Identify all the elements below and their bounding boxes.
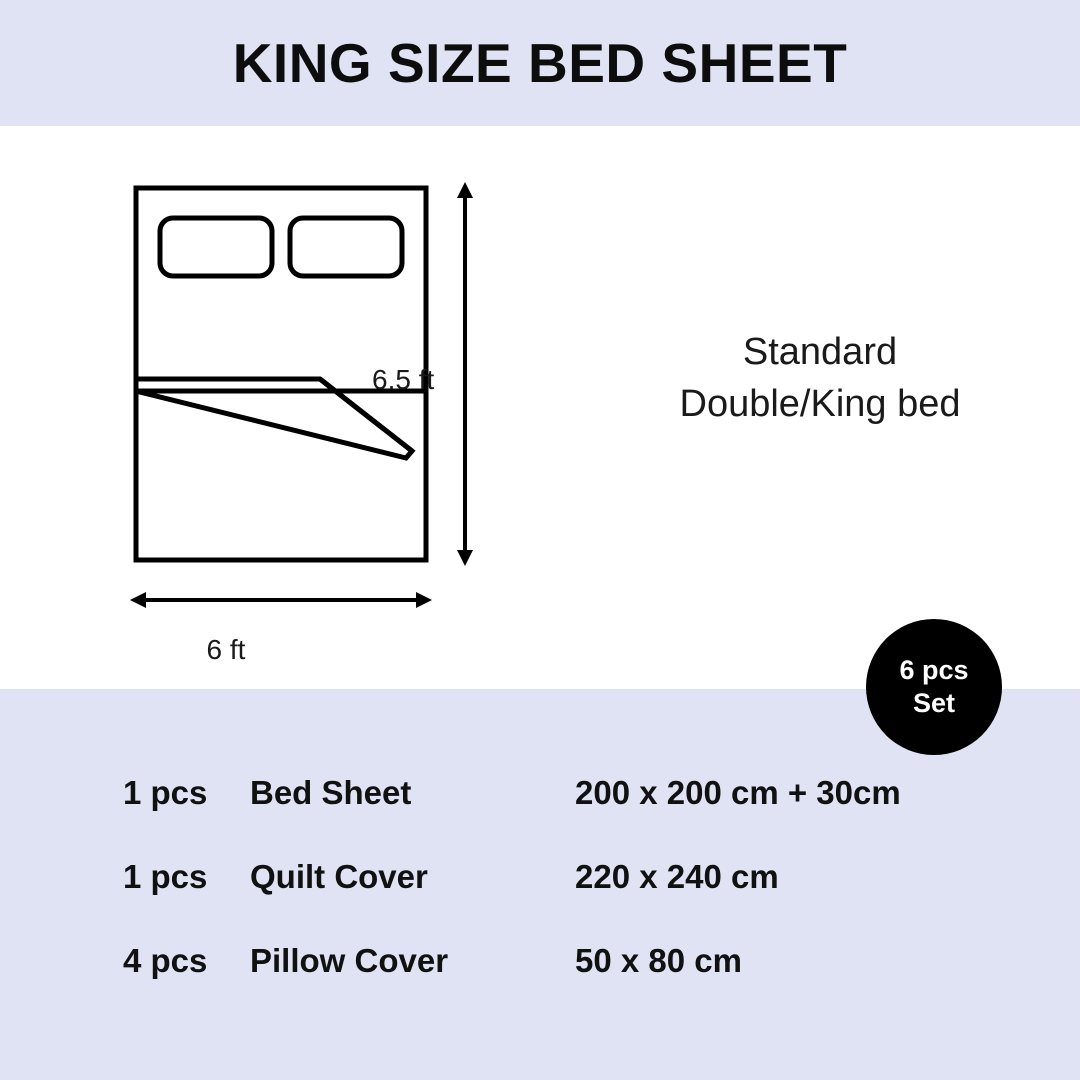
pillow-left-icon xyxy=(160,218,272,276)
row-item: Pillow Cover xyxy=(250,942,449,979)
width-arrow-left-icon xyxy=(130,592,146,608)
table-row xyxy=(0,835,1080,919)
row-size: 200 x 200 cm + 30cm xyxy=(575,774,901,811)
caption-line-1: Standard xyxy=(742,331,898,373)
badge-line-2: Set xyxy=(912,688,956,718)
height-arrow-bottom-icon xyxy=(457,550,473,566)
height-arrow-top-icon xyxy=(457,182,473,198)
table-row xyxy=(0,751,1080,835)
bed-diagram xyxy=(120,176,540,706)
caption-line-2: Double/King bed xyxy=(679,383,961,426)
row-item: Bed Sheet xyxy=(250,774,412,811)
set-count-badge xyxy=(866,619,1002,755)
row-size: 50 x 80 cm xyxy=(575,942,742,979)
page-title: KING SIZE BED SHEET xyxy=(232,32,848,94)
table-row xyxy=(0,919,1080,1003)
height-label: 6.5 ft xyxy=(372,364,435,395)
badge-line-1: 6 pcs xyxy=(899,655,969,686)
width-arrow-right-icon xyxy=(416,592,432,608)
diagram-area xyxy=(0,126,1080,689)
row-quantity: 1 pcs xyxy=(123,858,208,895)
row-item: Quilt Cover xyxy=(250,858,428,895)
row-quantity: 1 pcs xyxy=(123,774,208,811)
pillow-right-icon xyxy=(290,218,402,276)
header-banner xyxy=(0,0,1080,126)
width-label: 6 ft xyxy=(206,634,246,665)
row-size: 220 x 240 cm xyxy=(575,858,779,895)
diagram-caption xyxy=(600,326,1040,431)
row-quantity: 4 pcs xyxy=(123,942,208,979)
